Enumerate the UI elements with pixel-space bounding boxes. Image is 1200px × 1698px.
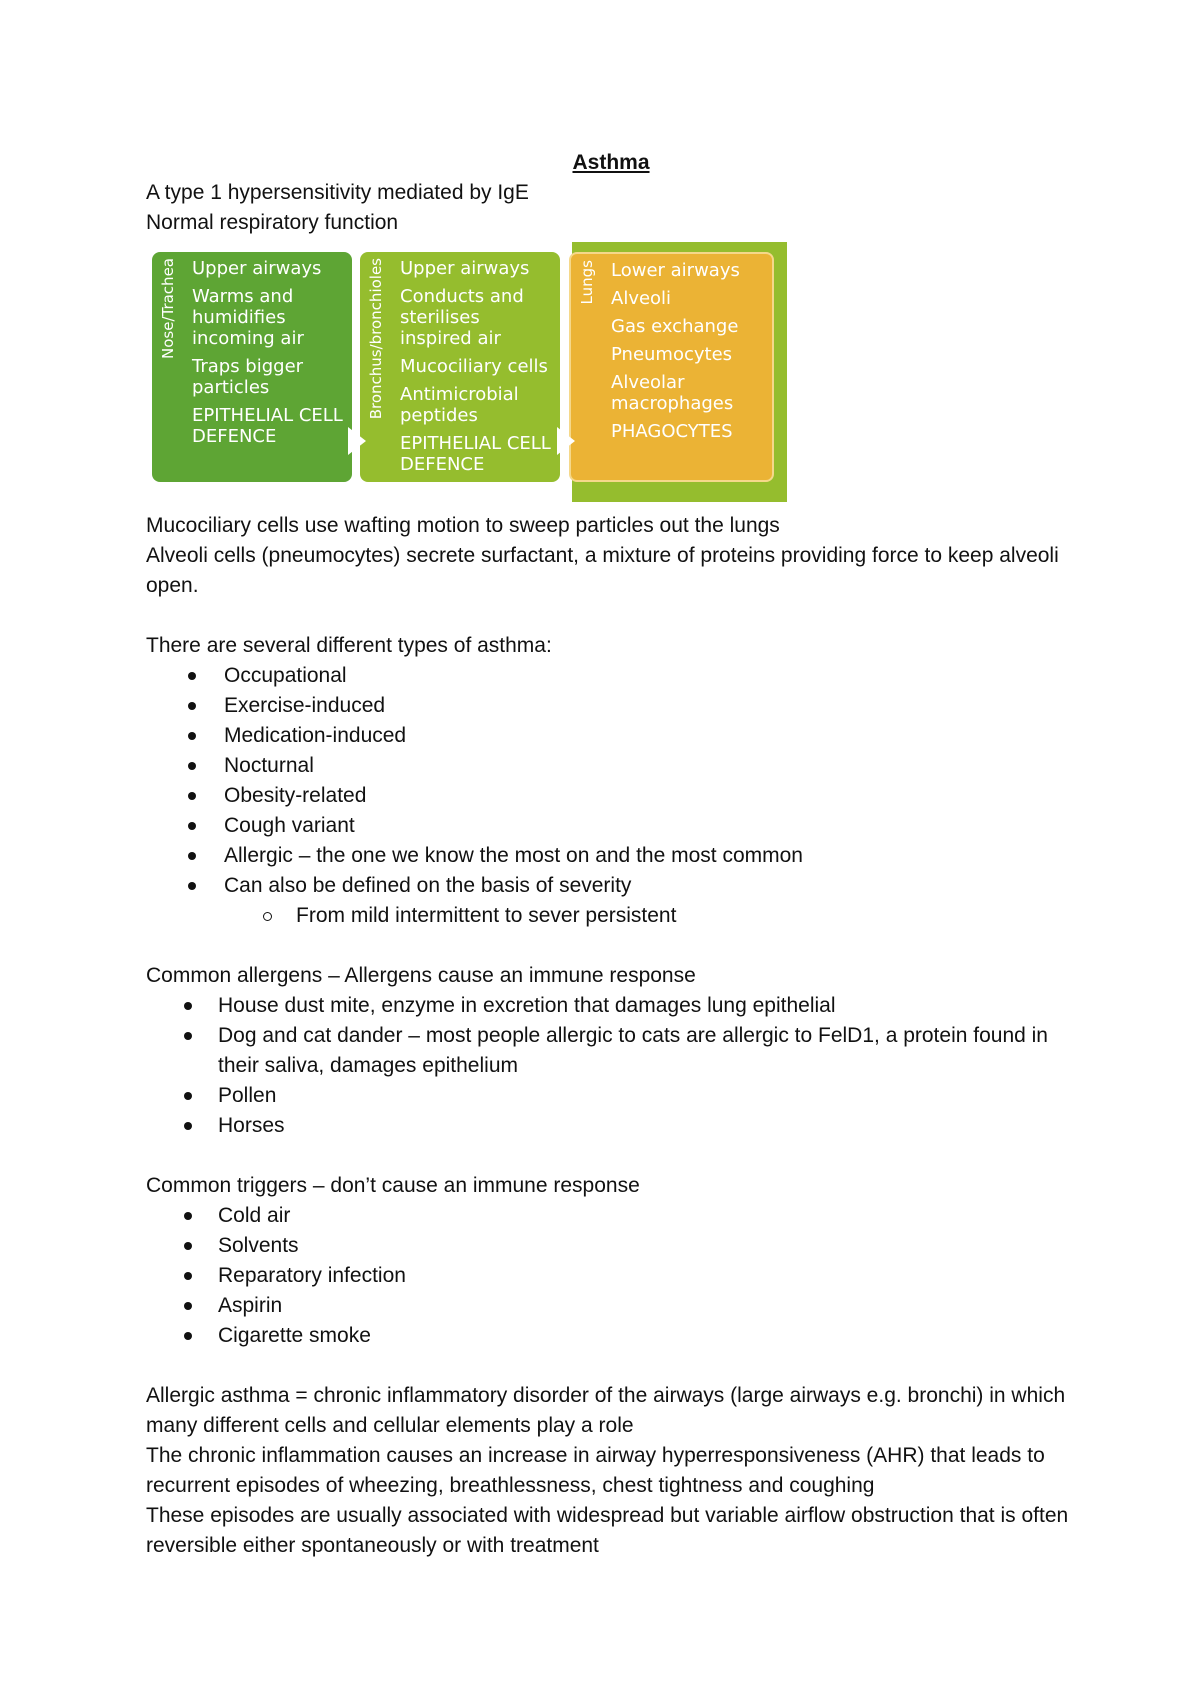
closing-paragraph: These episodes are usually associated with widespread but variable airflow obstruction that is often reversible either spontaneously or with treatment: [146, 1504, 1069, 1557]
list-item: Nocturnal: [146, 751, 1076, 781]
list-item: Dog and cat dander – most people allergic to cats are allergic to FelD1, a protein found in their saliva, damages epithelium: [146, 1021, 1076, 1081]
types-heading: There are several different types of asthma:: [146, 634, 552, 657]
bullet-icon: [188, 882, 196, 890]
arrow-right-icon: [557, 427, 575, 455]
diagram-box-bronchus: [360, 252, 560, 482]
list-item: Solvents: [146, 1231, 1076, 1261]
arrow-right-icon: [348, 427, 366, 455]
triggers-list: [146, 1201, 1076, 1351]
list-item: House dust mite, enzyme in excretion that damages lung epithelial: [146, 991, 1076, 1021]
list-item: Cigarette smoke: [146, 1321, 1076, 1351]
box-item: Upper airways: [400, 258, 530, 279]
list-item: Horses: [146, 1111, 1076, 1141]
bullet-icon: [188, 822, 196, 830]
list-item: Reparatory infection: [146, 1261, 1076, 1291]
box-item: PHAGOCYTES: [611, 421, 733, 442]
bullet-icon: [188, 762, 196, 770]
closing-paragraph: The chronic inflammation causes an increase in airway hyperresponsiveness (AHR) that leads to recurrent episodes of wheezing, breathlessness, chest tightness and coughing: [146, 1444, 1045, 1497]
box-item: Upper airways: [192, 258, 322, 279]
bullet-icon: [184, 1032, 192, 1040]
box-item: Alveolar macrophages: [611, 372, 734, 414]
bullet-icon: [184, 1332, 192, 1340]
page-title: Asthma: [572, 151, 650, 174]
list-item: Pollen: [146, 1081, 1076, 1111]
document-page: [146, 148, 1076, 1561]
allergens-list: [146, 991, 1076, 1141]
bullet-icon: [184, 1092, 192, 1100]
list-item: Cold air: [146, 1201, 1076, 1231]
paragraph-line: Mucociliary cells use wafting motion to sweep particles out the lungs: [146, 514, 780, 537]
box-item: EPITHELIAL CELL DEFENCE: [192, 405, 343, 447]
closing-paragraph: Allergic asthma = chronic inflammatory disorder of the airways (large airways e.g. bronchi) in which many different cells and cellular elements play a role: [146, 1384, 1066, 1437]
box-item: Warms and humidifies incoming air: [192, 286, 304, 349]
list-item: Can also be defined on the basis of severity: [146, 871, 1076, 901]
list-item: Cough variant: [146, 811, 1076, 841]
list-item: Medication-induced: [146, 721, 1076, 751]
intro-line: Normal respiratory function: [146, 211, 399, 234]
bullet-icon: [188, 852, 196, 860]
box-item: Antimicrobial peptides: [400, 384, 519, 426]
box-item: Lower airways: [611, 260, 740, 281]
box-side-label: Lungs: [578, 260, 596, 305]
box-item: Mucociliary cells: [400, 356, 548, 377]
bullet-icon: [184, 1242, 192, 1250]
allergens-heading: Common allergens – Allergens cause an immune response: [146, 964, 696, 987]
bullet-icon: [184, 1002, 192, 1010]
list-item: Obesity-related: [146, 781, 1076, 811]
intro-line: A type 1 hypersensitivity mediated by IgE: [146, 181, 529, 204]
types-list: [146, 661, 1076, 901]
bullet-icon: [188, 792, 196, 800]
box-item: Alveoli: [611, 288, 672, 309]
list-item: Occupational: [146, 661, 1076, 691]
paragraph-line: Alveoli cells (pneumocytes) secrete surfactant, a mixture of proteins providing force to keep alveoli open.: [146, 544, 1059, 597]
box-item: Pneumocytes: [611, 344, 733, 365]
diagram-box-lungs: [569, 252, 774, 482]
bullet-icon: [188, 732, 196, 740]
bullet-icon: [184, 1212, 192, 1220]
respiratory-diagram: [152, 242, 792, 507]
hollow-bullet-icon: [263, 912, 272, 921]
types-sublist: [146, 901, 1076, 931]
box-item: Conducts and sterilises inspired air: [400, 286, 524, 349]
list-item: Exercise-induced: [146, 691, 1076, 721]
box-side-label: Nose/Trachea: [159, 258, 177, 359]
list-item: Allergic – the one we know the most on and the most common: [146, 841, 1076, 871]
bullet-icon: [184, 1272, 192, 1280]
box-side-label: Bronchus/bronchioles: [367, 258, 385, 420]
bullet-icon: [188, 702, 196, 710]
bullet-icon: [188, 672, 196, 680]
triggers-heading: Common triggers – don’t cause an immune response: [146, 1174, 640, 1197]
list-subitem: From mild intermittent to sever persistent: [146, 901, 1076, 931]
box-item: EPITHELIAL CELL DEFENCE: [400, 433, 551, 475]
diagram-box-nose-trachea: [152, 252, 352, 482]
bullet-icon: [184, 1302, 192, 1310]
bullet-icon: [184, 1122, 192, 1130]
box-item: Gas exchange: [611, 316, 739, 337]
box-item: Traps bigger particles: [192, 356, 304, 398]
list-item: Aspirin: [146, 1291, 1076, 1321]
